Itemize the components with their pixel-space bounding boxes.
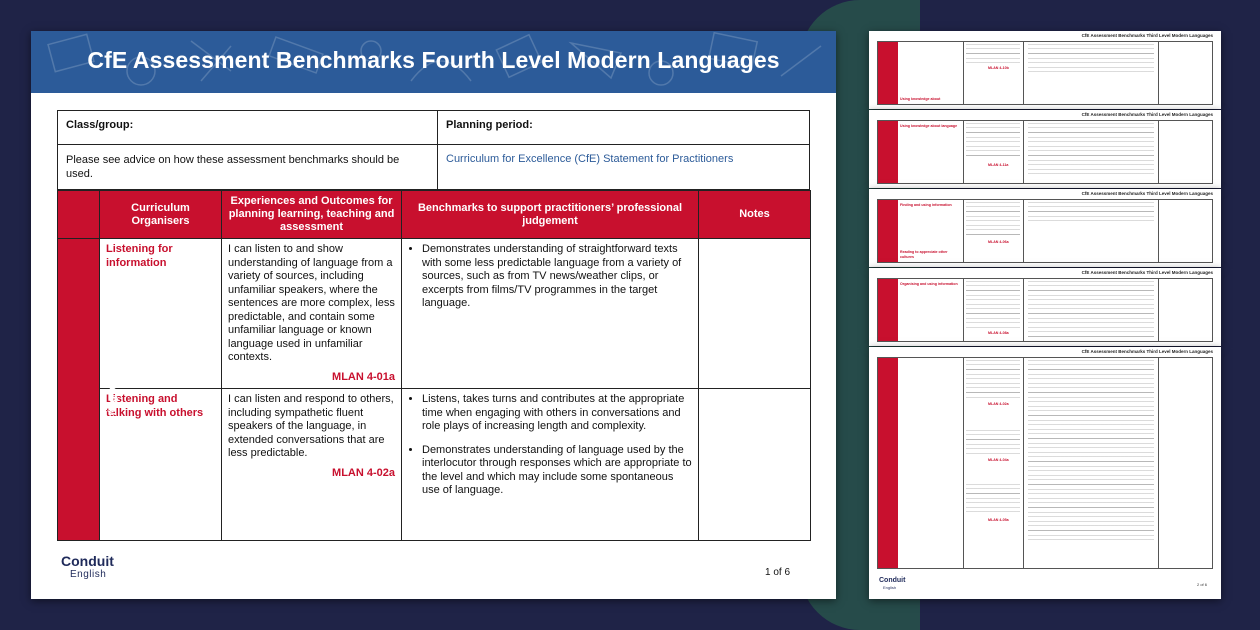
notes-cell[interactable] [699, 389, 811, 541]
thumbnail-side-bar [878, 121, 898, 183]
thumbnail-column [1023, 200, 1024, 262]
thumbnail-page[interactable] [869, 110, 1221, 188]
thumbnail-page[interactable] [869, 189, 1221, 267]
thumbnail-column [1158, 42, 1159, 104]
benchmark-item: • Demonstrates understanding of language used by the interlocutor through responses which are appropriate to the level and which may include some spontaneous use of language. [422, 444, 692, 498]
logo-subtext: English [70, 569, 107, 580]
thumbnail-header: CfE Assessment Benchmarks Third Level Modern Languages [1081, 349, 1213, 354]
thumbnail-code: MLAN 4-10b [988, 66, 1009, 70]
thumbnail-text-lines [1028, 360, 1154, 540]
thumbnail-column [1158, 358, 1159, 568]
thumbnail-logo [879, 577, 905, 591]
thumbnail-table [877, 357, 1213, 569]
thumbnail-code: MLAN 4-11a [988, 163, 1009, 167]
thumbnail-text-lines [966, 360, 1020, 400]
thumbnail-label: Using knowledge about [900, 97, 941, 101]
experience-cell [222, 239, 402, 389]
thumbnail-side-bar [878, 279, 898, 341]
thumbnail-label: Using knowledge about language [900, 124, 958, 128]
thumbnail-text-lines [966, 44, 1020, 64]
thumbnail-page[interactable] [869, 268, 1221, 346]
thumbnail-text-lines [966, 484, 1020, 514]
thumbnail-code: MLAN 4-05a [988, 518, 1009, 522]
table-header-row [58, 191, 811, 239]
header-benchmarks: Benchmarks to support practitioners’ professional judgement [402, 191, 699, 239]
header-experiences: Experiences and Outcomes for planning learning, teaching and assessment [222, 191, 402, 239]
thumbnail-label: Finding and using information [900, 203, 952, 207]
thumbnail-column [1158, 279, 1159, 341]
class-group-cell[interactable] [58, 111, 438, 145]
class-group-label: Class/group: [66, 119, 134, 131]
table-row [58, 389, 811, 541]
title-banner [31, 31, 836, 93]
thumbnail-code: MLAN 4-08a [988, 331, 1009, 335]
benchmark-item: • Listens, takes turns and contributes at the appropriate time when engaging with others in conversations and role plays of increasing length and complexity. [422, 393, 692, 434]
thumbnail-text-lines [966, 123, 1020, 159]
thumbnail-text-lines [1028, 44, 1154, 72]
thumbnail-label: Organising and using information [900, 282, 958, 286]
thumbnail-side-bar [878, 42, 898, 104]
thumbnail-header: CfE Assessment Benchmarks Third Level Modern Languages [1081, 270, 1213, 275]
thumbnail-table [877, 41, 1213, 105]
thumbnail-code: MLAN 4-04a [988, 458, 1009, 462]
organiser-cell: Listening and talking with others [100, 389, 222, 541]
planning-period-label: Planning period: [446, 119, 533, 131]
thumbnail-text-lines [966, 281, 1020, 329]
thumbnail-header: CfE Assessment Benchmarks Third Level Modern Languages [1081, 112, 1213, 117]
thumbnail-text-lines [1028, 202, 1154, 222]
thumbnail-header: CfE Assessment Benchmarks Third Level Modern Languages [1081, 191, 1213, 196]
benchmark-item: • Demonstrates understanding of straightforward texts with some less predictable language from a variety of sources, such as from TV news/weather clips, or excerpts from films/TV programmes in the target language. [422, 243, 692, 311]
experience-cell [222, 389, 402, 541]
thumbnail-page[interactable] [869, 347, 1221, 599]
thumbnail-column [1158, 200, 1159, 262]
thumbnail-table [877, 120, 1213, 184]
thumbnail-side-bar [878, 200, 898, 262]
thumbnail-column [1023, 358, 1024, 568]
table-row [58, 239, 811, 389]
thumbnail-column [963, 42, 964, 104]
thumbnail-column [963, 279, 964, 341]
notes-cell[interactable] [699, 239, 811, 389]
document-page [31, 31, 836, 599]
thumbnail-text-lines [966, 202, 1020, 238]
page-number: 1 of 6 [765, 567, 791, 578]
header-notes: Notes [699, 191, 811, 239]
side-label-cell [58, 239, 119, 541]
thumbnail-header: CfE Assessment Benchmarks Third Level Modern Languages [1081, 33, 1213, 38]
experience-text: I can listen to and show understanding of language from a variety of sources, including unfamiliar speakers, where the sentences are more complex, less predictable, and contain some unfamiliar language or known language used in unfamiliar contexts. [228, 243, 395, 363]
benchmark-cell [402, 389, 699, 541]
thumbnail-code: MLAN 4-02a [988, 402, 1009, 406]
experience-text: I can listen and respond to others, including sympathetic fluent speakers of the language, in extended conversations that are less predictable. [228, 393, 394, 459]
practitioners-statement-link[interactable]: Curriculum for Excellence (CfE) Statement for Practitioners [446, 153, 734, 165]
thumbnail-logo-text: Conduit [879, 577, 906, 584]
meta-table [57, 110, 810, 190]
thumbnail-code: MLAN 4-06a [988, 240, 1009, 244]
thumbnail-column [963, 358, 964, 568]
thumbnail-page[interactable] [869, 31, 1221, 109]
organiser-cell: Listening for information [100, 239, 222, 389]
benchmarks-table [57, 190, 811, 541]
thumbnail-table [877, 278, 1213, 342]
header-blank [58, 191, 100, 239]
thumbnail-text-lines [1028, 123, 1154, 177]
header-organisers: Curriculum Organisers [100, 191, 222, 239]
logo-text: Conduit [61, 553, 114, 569]
conduit-logo [61, 554, 114, 582]
thumbnail-text-lines [966, 430, 1020, 454]
thumbnail-page-number: 2 of 6 [1196, 582, 1207, 587]
thumbnail-side-bar [878, 358, 898, 568]
planning-period-cell[interactable] [438, 111, 810, 145]
thumbnail-table [877, 199, 1213, 263]
thumbnail-text-lines [1028, 281, 1154, 337]
thumbnail-column [963, 121, 964, 183]
page-title: CfE Assessment Benchmarks Fourth Level Modern Languages [87, 47, 780, 73]
thumbnail-column [1023, 121, 1024, 183]
thumbnail-column [1023, 42, 1024, 104]
thumbnail-column [1023, 279, 1024, 341]
thumbnail-column [1158, 121, 1159, 183]
thumbnail-label: Reading to appreciate other cultures [900, 250, 948, 259]
thumbnail-column [963, 200, 964, 262]
advice-text: Please see advice on how these assessment benchmarks should be used. [58, 145, 438, 190]
thumbnail-logo-subtext: English [883, 585, 897, 590]
outcome-code: MLAN 4-01a [332, 370, 395, 383]
side-label: Listening and talking [106, 334, 119, 445]
benchmark-cell [402, 239, 699, 389]
outcome-code: MLAN 4-02a [332, 466, 395, 479]
